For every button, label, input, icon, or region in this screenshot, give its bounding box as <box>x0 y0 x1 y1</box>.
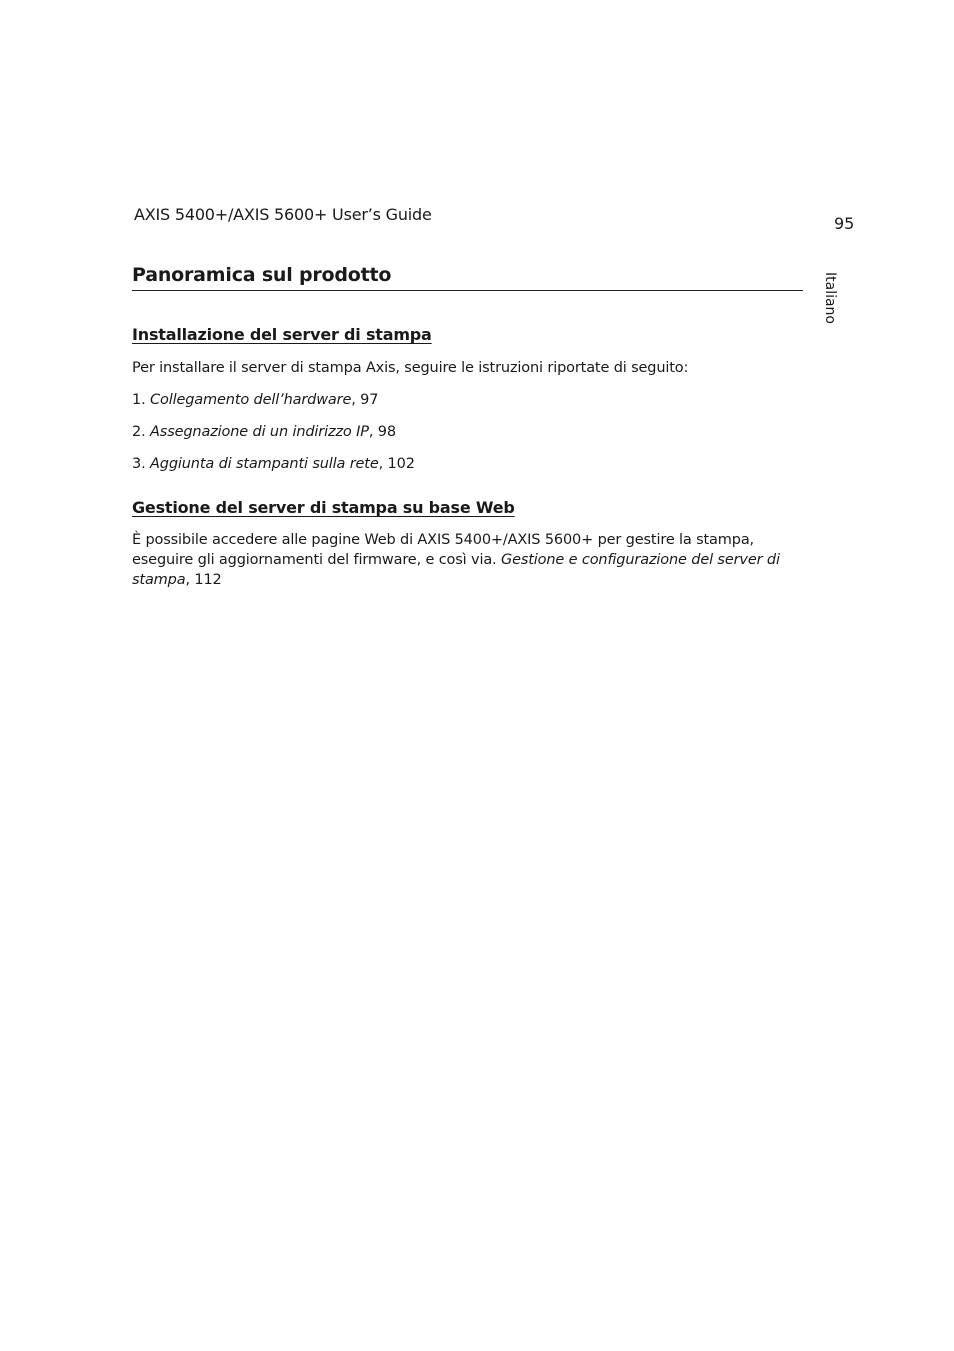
web-body-text: È possibile accedere alle pagine Web di AXIS 5400+/AXIS 5600+ per gestire la stampa, eseguire gli aggiornamenti del firmware, e così via. <box>132 532 755 568</box>
step-number: 1. <box>132 392 146 408</box>
web-management-heading: Gestione del server di stampa su base Web <box>132 498 515 517</box>
list-item <box>132 422 803 442</box>
step-number: 3. <box>132 456 146 472</box>
step-link[interactable]: Collegamento dell’hardware <box>150 392 352 408</box>
list-item <box>132 454 803 474</box>
step-page: , 98 <box>368 424 396 440</box>
install-steps-list <box>132 390 803 474</box>
step-number: 2. <box>132 424 146 440</box>
step-page: , 97 <box>351 392 379 408</box>
section-title: Panoramica sul prodotto <box>132 264 803 291</box>
list-item <box>132 390 803 410</box>
install-intro: Per installare il server di stampa Axis, seguire le istruzioni riportate di seguito: <box>132 360 689 376</box>
language-side-tab: Italiano <box>822 272 838 324</box>
step-page: , 102 <box>378 456 415 472</box>
web-management-paragraph <box>132 530 803 590</box>
page-number: 95 <box>834 214 855 233</box>
running-header: AXIS 5400+/AXIS 5600+ User’s Guide <box>134 205 432 224</box>
web-reference-link[interactable]: Gestione e configurazione del server di stampa <box>132 552 780 588</box>
web-reference-page: , 112 <box>185 572 222 588</box>
page-content <box>132 264 803 590</box>
install-heading: Installazione del server di stampa <box>132 325 432 344</box>
step-link[interactable]: Aggiunta di stampanti sulla rete <box>150 456 379 472</box>
step-link[interactable]: Assegnazione di un indirizzo IP <box>150 424 369 440</box>
